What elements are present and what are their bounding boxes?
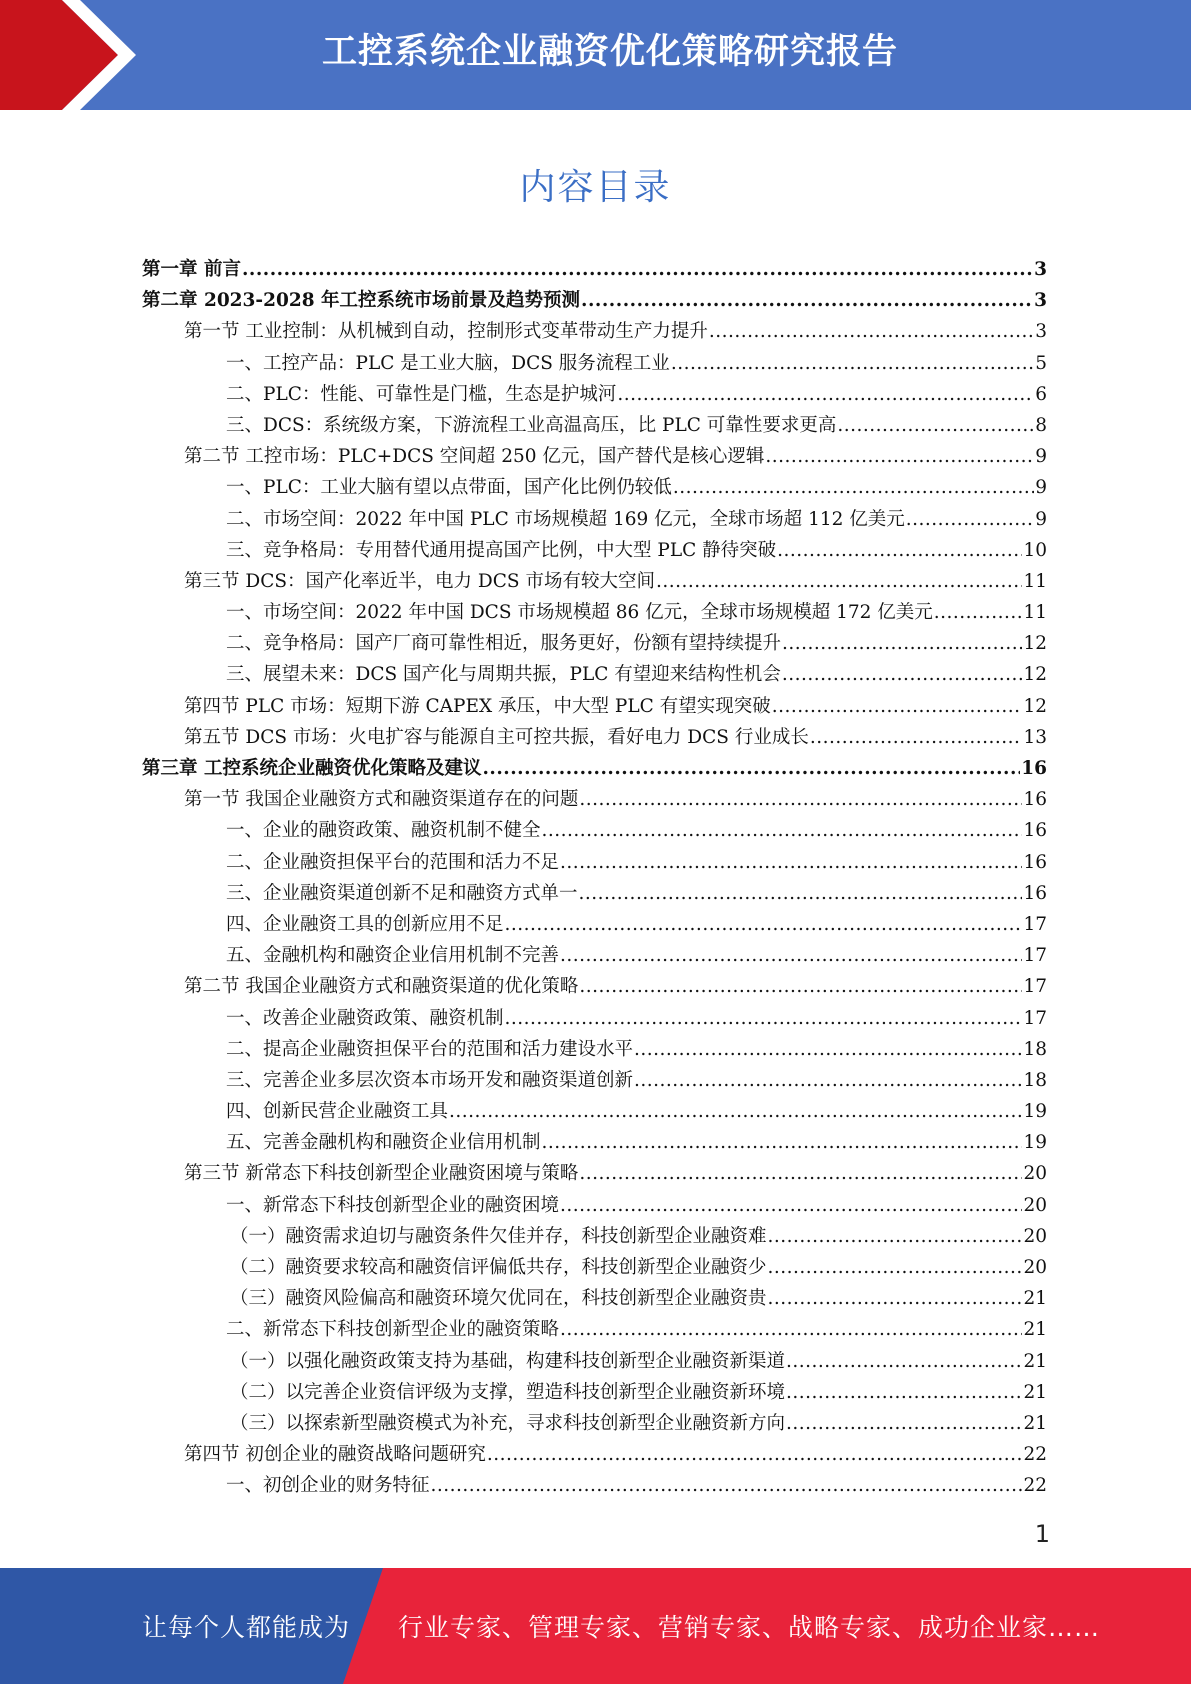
toc-entry-title: 第一节 我国企业融资方式和融资渠道存在的问题 xyxy=(184,789,579,811)
toc-entry-title: 三、完善企业多层次资本市场开发和融资渠道创新 xyxy=(226,1069,634,1091)
toc-entry-page: 20 xyxy=(1023,1257,1047,1278)
toc-entry-page: 17 xyxy=(1023,945,1047,967)
toc-entry-page: 21 xyxy=(1023,1288,1047,1310)
toc-dot-leader xyxy=(709,316,1034,347)
page-number: 1 xyxy=(1034,1520,1050,1548)
toc-dot-leader xyxy=(560,940,1022,971)
toc-entry-title: 二、新常态下科技创新型企业的融资策略 xyxy=(226,1319,560,1341)
toc-entry-page: 16 xyxy=(1023,789,1047,811)
toc-entry[interactable] xyxy=(142,285,1047,316)
toc-entry-page: 12 xyxy=(1023,695,1047,717)
toc-entry[interactable] xyxy=(142,410,1047,441)
toc-entry-page: 3 xyxy=(1034,290,1047,312)
toc-entry-title: 一、企业的融资政策、融资机制不健全 xyxy=(226,820,541,842)
toc-entry-page: 3 xyxy=(1034,259,1047,280)
toc-entry-title: 二、企业融资担保平台的范围和活力不足 xyxy=(226,851,560,873)
toc-entry-page: 21 xyxy=(1023,1412,1047,1434)
toc-entry-title: 一、改善企业融资政策、融资机制 xyxy=(226,1007,504,1029)
toc-entry[interactable] xyxy=(142,254,1047,285)
toc-entry[interactable] xyxy=(142,1314,1047,1345)
toc-entry-page: 19 xyxy=(1023,1132,1047,1154)
toc-entry[interactable] xyxy=(142,1408,1047,1439)
toc-entry-page: 22 xyxy=(1023,1444,1047,1466)
header-banner xyxy=(0,0,1191,110)
toc-entry-title: （三）融资风险偏高和融资环境欠优同在，科技创新型企业融资贵 xyxy=(230,1288,767,1310)
toc-entry[interactable] xyxy=(142,348,1047,379)
toc-dot-leader xyxy=(242,254,1033,285)
toc-dot-leader xyxy=(786,1346,1022,1377)
toc-entry-page: 22 xyxy=(1023,1475,1047,1497)
toc-entry-title: 第三节 新常态下科技创新型企业融资困境与策略 xyxy=(184,1163,579,1185)
toc-entry-title: 二、PLC：性能、可靠性是门槛，生态是护城河 xyxy=(226,383,617,405)
toc-entry-page: 21 xyxy=(1023,1350,1047,1372)
toc-entry-title: 第三节 DCS：国产化率近半，电力 DCS 市场有较大空间 xyxy=(184,570,655,592)
toc-entry-page: 17 xyxy=(1023,1007,1047,1029)
toc-entry-title: 五、完善金融机构和融资企业信用机制 xyxy=(226,1132,541,1154)
toc-entry-title: 第四节 初创企业的融资战略问题研究 xyxy=(184,1444,486,1466)
toc-entry-title: 第二章 2023-2028 年工控系统市场前景及趋势预测 xyxy=(142,290,581,312)
toc-entry-page: 16 xyxy=(1023,882,1047,904)
toc-entry[interactable] xyxy=(142,535,1047,566)
toc-entry-title: 一、市场空间：2022 年中国 DCS 市场规模超 86 亿元，全球市场规模超 172 亿美元 xyxy=(226,602,933,624)
toc-entry[interactable] xyxy=(142,753,1047,784)
toc-entry-title: 第二节 工控市场：PLC+DCS 空间超 250 亿元，国产替代是核心逻辑 xyxy=(184,446,765,468)
toc-entry[interactable] xyxy=(142,1034,1047,1065)
toc-entry[interactable] xyxy=(142,1283,1047,1314)
toc-entry-page: 16 xyxy=(1023,820,1047,842)
toc-entry-page: 11 xyxy=(1023,602,1047,624)
toc-dot-leader xyxy=(560,1314,1022,1345)
toc-entry-title: 第二节 我国企业融资方式和融资渠道的优化策略 xyxy=(184,976,579,998)
toc-entry-title: 二、市场空间：2022 年中国 PLC 市场规模超 169 亿元，全球市场超 112 亿美元 xyxy=(226,508,905,530)
toc-dot-leader xyxy=(768,1252,1023,1283)
toc-entry[interactable] xyxy=(142,909,1047,940)
toc-entry-page: 18 xyxy=(1023,1069,1047,1091)
toc-entry-page: 3 xyxy=(1035,321,1047,343)
toc-dot-leader xyxy=(810,722,1023,753)
toc-entry[interactable] xyxy=(142,1470,1047,1501)
toc-entry-title: （一）融资需求迫切与融资条件欠佳并存，科技创新型企业融资难 xyxy=(230,1225,767,1247)
toc-dot-leader xyxy=(634,1034,1022,1065)
toc-entry-title: 五、金融机构和融资企业信用机制不完善 xyxy=(226,945,560,967)
toc-entry-title: 一、新常态下科技创新型企业的融资困境 xyxy=(226,1194,560,1216)
footer-slogan-left: 让每个人都能成为 xyxy=(142,1613,351,1642)
toc-dot-leader xyxy=(579,1158,1022,1189)
toc-entry[interactable] xyxy=(142,441,1047,472)
toc-entry[interactable] xyxy=(142,1221,1047,1252)
toc-entry[interactable] xyxy=(142,1439,1047,1470)
toc-entry-page: 16 xyxy=(1023,851,1047,873)
toc-entry[interactable] xyxy=(142,691,1047,722)
toc-entry-page: 19 xyxy=(1023,1101,1047,1123)
toc-entry-page: 12 xyxy=(1023,633,1047,655)
toc-entry-title: 第四节 PLC 市场：短期下游 CAPEX 承压，中大型 PLC 有望实现突破 xyxy=(184,695,771,717)
toc-entry-title: （三）以探索新型融资模式为补充，寻求科技创新型企业融资新方向 xyxy=(230,1412,786,1434)
toc-entry-title: 三、企业融资渠道创新不足和融资方式单一 xyxy=(226,882,578,904)
toc-dot-leader xyxy=(906,504,1034,535)
toc-dot-leader xyxy=(782,628,1022,659)
toc-entry-page: 21 xyxy=(1023,1381,1047,1403)
toc-dot-leader xyxy=(542,1127,1023,1158)
toc-entry[interactable] xyxy=(142,1190,1047,1221)
toc-entry[interactable] xyxy=(142,1346,1047,1377)
toc-dot-leader xyxy=(768,1221,1023,1252)
toc-entry-title: 四、企业融资工具的创新应用不足 xyxy=(226,913,504,935)
toc-dot-leader xyxy=(786,1377,1022,1408)
toc-entry[interactable] xyxy=(142,316,1047,347)
toc-dot-leader xyxy=(560,847,1022,878)
toc-entry-title: 第一节 工业控制：从机械到自动，控制形式变革带动生产力提升 xyxy=(184,321,708,343)
toc-entry-title: 二、竞争格局：国产厂商可靠性相近，服务更好，份额有望持续提升 xyxy=(226,633,782,655)
toc-entry-title: 第五节 DCS 市场：火电扩容与能源自主可控共振，看好电力 DCS 行业成长 xyxy=(184,726,809,748)
toc-dot-leader xyxy=(581,285,1033,316)
toc-entry[interactable] xyxy=(142,1065,1047,1096)
toc-dot-leader xyxy=(934,597,1023,628)
toc-entry-page: 16 xyxy=(1021,758,1047,779)
toc-entry-title: 三、DCS：系统级方案，下游流程工业高温高压，比 PLC 可靠性要求更高 xyxy=(226,414,837,436)
toc-entry[interactable] xyxy=(142,379,1047,410)
report-title: 工控系统企业融资优化策略研究报告 xyxy=(321,32,898,72)
toc-entry-title: 一、PLC：工业大脑有望以点带面，国产化比例仍较低 xyxy=(226,477,672,499)
toc-entry-page: 9 xyxy=(1035,477,1047,499)
toc-dot-leader xyxy=(777,535,1022,566)
toc-dot-leader xyxy=(560,1190,1022,1221)
toc-entry[interactable] xyxy=(142,1003,1047,1034)
toc-entry[interactable] xyxy=(142,628,1047,659)
toc-dot-leader xyxy=(505,1003,1023,1034)
toc-entry[interactable] xyxy=(142,1377,1047,1408)
toc-entry-page: 20 xyxy=(1023,1194,1047,1216)
toc-dot-leader xyxy=(449,1096,1022,1127)
toc-entry-page: 10 xyxy=(1023,539,1047,561)
toc-dot-leader xyxy=(765,441,1034,472)
toc-entry-title: 一、工控产品：PLC 是工业大脑，DCS 服务流程工业 xyxy=(226,352,670,374)
toc-entry-page: 9 xyxy=(1035,508,1047,530)
toc-entry-title: 四、创新民营企业融资工具 xyxy=(226,1101,449,1123)
toc-dot-leader xyxy=(673,472,1034,503)
toc-list xyxy=(142,254,1047,1502)
toc-entry-page: 21 xyxy=(1023,1319,1047,1341)
toc-dot-leader xyxy=(542,815,1023,846)
toc-entry-title: （二）以完善企业资信评级为支撑，塑造科技创新型企业融资新环境 xyxy=(230,1381,786,1403)
toc-entry[interactable] xyxy=(142,1096,1047,1127)
toc-entry-title: 第三章 工控系统企业融资优化策略及建议 xyxy=(142,758,482,779)
toc-entry-page: 5 xyxy=(1035,352,1047,374)
toc-entry-page: 18 xyxy=(1023,1038,1047,1060)
toc-dot-leader xyxy=(837,410,1034,441)
toc-entry-title: 一、初创企业的财务特征 xyxy=(226,1475,430,1497)
toc-entry[interactable] xyxy=(142,504,1047,535)
toc-entry-page: 9 xyxy=(1035,446,1047,468)
toc-dot-leader xyxy=(671,348,1034,379)
toc-entry-page: 17 xyxy=(1023,976,1047,998)
toc-entry[interactable] xyxy=(142,1158,1047,1189)
toc-entry-page: 8 xyxy=(1035,414,1047,436)
toc-entry-page: 20 xyxy=(1023,1225,1047,1247)
toc-entry[interactable] xyxy=(142,940,1047,971)
toc-dot-leader xyxy=(786,1408,1022,1439)
footer-banner xyxy=(0,1568,1191,1684)
toc-dot-leader xyxy=(772,691,1023,722)
toc-entry[interactable] xyxy=(142,472,1047,503)
toc-dot-leader xyxy=(431,1470,1023,1501)
header-red-chevron xyxy=(0,0,150,110)
toc-dot-leader xyxy=(579,878,1023,909)
toc-entry-page: 6 xyxy=(1035,383,1047,405)
footer-slogan-right: 行业专家、管理专家、营销专家、战略专家、成功企业家…… xyxy=(398,1613,1101,1642)
toc-dot-leader xyxy=(768,1283,1023,1314)
toc-entry-title: （二）融资要求较高和融资信评偏低共存，科技创新型企业融资少 xyxy=(230,1257,767,1278)
toc-dot-leader xyxy=(505,909,1023,940)
toc-entry[interactable] xyxy=(142,597,1047,628)
toc-heading: 内容目录 xyxy=(519,167,672,208)
toc-dot-leader xyxy=(482,753,1020,784)
toc-entry[interactable] xyxy=(142,784,1047,815)
toc-dot-leader xyxy=(579,784,1022,815)
toc-dot-leader xyxy=(782,659,1023,690)
toc-entry-page: 13 xyxy=(1023,726,1047,748)
toc-entry[interactable] xyxy=(142,566,1047,597)
toc-dot-leader xyxy=(487,1439,1023,1470)
toc-entry-title: （一）以强化融资政策支持为基础，构建科技创新型企业融资新渠道 xyxy=(230,1350,786,1372)
toc-dot-leader xyxy=(656,566,1022,597)
toc-dot-leader xyxy=(634,1065,1022,1096)
toc-entry[interactable] xyxy=(142,1252,1047,1283)
toc-dot-leader xyxy=(579,971,1022,1002)
toc-entry[interactable] xyxy=(142,815,1047,846)
toc-entry[interactable] xyxy=(142,878,1047,909)
toc-entry-page: 12 xyxy=(1023,664,1047,686)
toc-dot-leader xyxy=(617,379,1034,410)
toc-entry-title: 第一章 前言 xyxy=(142,259,241,280)
toc-entry[interactable] xyxy=(142,971,1047,1002)
toc-entry-page: 20 xyxy=(1023,1163,1047,1185)
toc-entry[interactable] xyxy=(142,1127,1047,1158)
toc-entry[interactable] xyxy=(142,847,1047,878)
toc-entry-title: 二、提高企业融资担保平台的范围和活力建设水平 xyxy=(226,1038,634,1060)
toc-entry-title: 三、展望未来：DCS 国产化与周期共振，PLC 有望迎来结构性机会 xyxy=(226,664,781,686)
toc-entry-title: 三、竞争格局：专用替代通用提高国产比例，中大型 PLC 静待突破 xyxy=(226,539,777,561)
toc-entry[interactable] xyxy=(142,659,1047,690)
toc-entry-page: 17 xyxy=(1023,913,1047,935)
toc-entry-page: 11 xyxy=(1023,570,1047,592)
toc-entry[interactable] xyxy=(142,722,1047,753)
